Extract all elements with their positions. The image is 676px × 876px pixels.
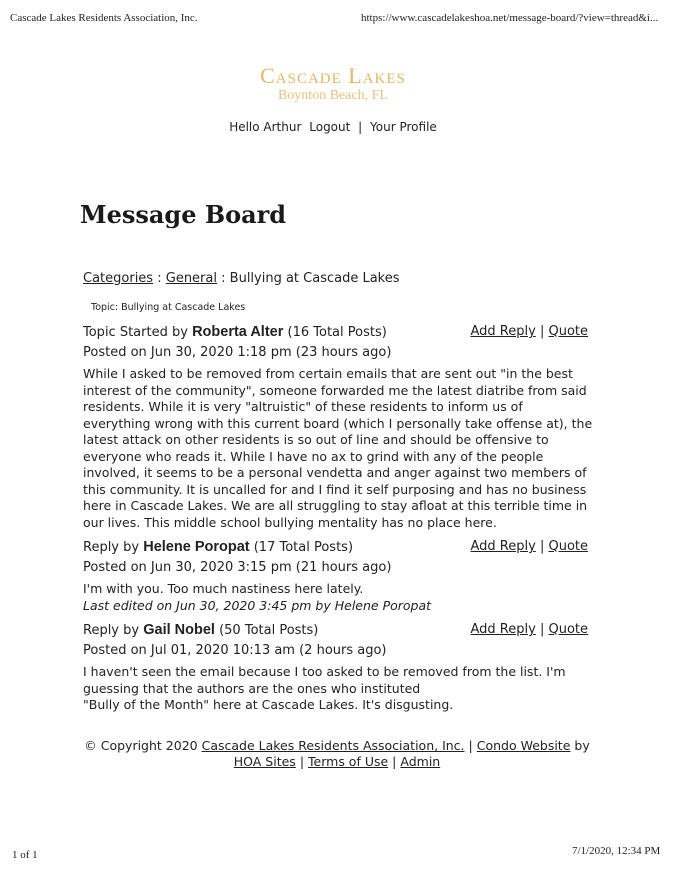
breadcrumb-general-link[interactable]: General bbox=[165, 271, 217, 286]
breadcrumb bbox=[83, 271, 400, 286]
post-date: Posted on Jul 01, 2020 10:13 am (2 hours ago) bbox=[83, 643, 387, 658]
site-footer bbox=[78, 738, 596, 770]
print-header-site: Cascade Lakes Residents Association, Inc. bbox=[10, 12, 198, 24]
post-date: Posted on Jun 30, 2020 1:18 pm (23 hours ago) bbox=[83, 345, 392, 360]
breadcrumb-separator: : bbox=[157, 271, 162, 286]
print-header-url: https://www.cascadelakeshoa.net/message-board/?view=thread&i... bbox=[361, 12, 659, 24]
post-body-text: I haven't seen the email because I too asked to be removed from the list. I'm guessing that the authors are the ones who instituted bbox=[83, 664, 566, 696]
post-body-text: "Bully of the Month" here at Cascade Lakes. It's disgusting. bbox=[83, 697, 454, 712]
post-total-posts: (17 Total Posts) bbox=[253, 540, 354, 555]
site-logo[interactable] bbox=[0, 64, 666, 104]
post-actions bbox=[470, 539, 588, 554]
add-reply-link[interactable]: Add Reply bbox=[470, 324, 536, 339]
actions-separator: | bbox=[539, 539, 545, 554]
topic-label: Topic: Bullying at Cascade Lakes bbox=[91, 302, 246, 313]
breadcrumb-categories-link[interactable]: Categories bbox=[83, 271, 154, 286]
print-timestamp: 7/1/2020, 12:34 PM bbox=[572, 845, 661, 857]
post-body bbox=[83, 664, 593, 714]
actions-separator: | bbox=[539, 622, 545, 637]
user-nav bbox=[0, 120, 666, 134]
print-page-count: 1 of 1 bbox=[12, 849, 38, 861]
footer-separator: | bbox=[392, 754, 397, 769]
footer-terms-link[interactable]: Terms of Use bbox=[308, 754, 389, 769]
post-prefix: Reply by bbox=[83, 540, 140, 555]
quote-link[interactable]: Quote bbox=[548, 622, 588, 637]
post-author: Gail Nobel bbox=[143, 622, 215, 638]
post-prefix: Topic Started by bbox=[83, 325, 188, 340]
post-body-text: I'm with you. Too much nastiness here lately. bbox=[83, 581, 364, 596]
quote-link[interactable]: Quote bbox=[548, 539, 588, 554]
post-edited-note: Last edited on Jun 30, 2020 3:45 pm by Helene Poropat bbox=[83, 597, 432, 613]
footer-separator: | bbox=[468, 738, 473, 753]
footer-by: by bbox=[574, 738, 590, 753]
post-header bbox=[83, 622, 318, 638]
post-total-posts: (16 Total Posts) bbox=[287, 325, 387, 340]
post-total-posts: (50 Total Posts) bbox=[219, 623, 319, 638]
post-prefix: Reply by bbox=[83, 623, 140, 638]
post-header bbox=[83, 539, 353, 555]
post-body: While I asked to be removed from certain emails that are sent out "in the best interest of the community", someone forwarded me the latest diatribe from said residents. While it is very "altruistic" of these residents to inform us of everything wrong with this current board (which I personally take offense at), the latest attack on other residents is so out of line and should be offensive to everyone who reads it. While I have no ax to grind with any of the people involved, it seems to be a personal vendetta and anger against two members of this community. It is uncalled for and I find it self purposing and has no business here in Cascade Lakes. We are all struggling to stay afloat at this terrible time in our lives. This middle school bullying mentality has no place here. bbox=[83, 366, 593, 530]
post-body bbox=[83, 581, 593, 614]
post-actions bbox=[470, 622, 588, 637]
greeting: Hello Arthur bbox=[229, 120, 302, 134]
actions-separator: | bbox=[539, 324, 545, 339]
page-title: Message Board bbox=[80, 200, 287, 229]
quote-link[interactable]: Quote bbox=[548, 324, 588, 339]
add-reply-link[interactable]: Add Reply bbox=[470, 622, 536, 637]
add-reply-link[interactable]: Add Reply bbox=[470, 539, 536, 554]
post-header bbox=[83, 324, 387, 340]
logo-title: Cascade Lakes bbox=[260, 63, 406, 88]
nav-separator: | bbox=[358, 120, 363, 134]
footer-hoa-link[interactable]: HOA Sites bbox=[233, 754, 296, 769]
copyright-text: © Copyright 2020 bbox=[84, 738, 198, 753]
post-date: Posted on Jun 30, 2020 3:15 pm (21 hours ago) bbox=[83, 560, 392, 575]
footer-admin-link[interactable]: Admin bbox=[400, 754, 441, 769]
post-author: Roberta Alter bbox=[192, 324, 284, 340]
post-author: Helene Poropat bbox=[143, 539, 250, 555]
profile-link[interactable]: Your Profile bbox=[370, 120, 437, 134]
logo-subtitle: Boynton Beach, FL bbox=[277, 88, 389, 103]
footer-condo-link[interactable]: Condo Website bbox=[476, 738, 571, 753]
breadcrumb-current: Bullying at Cascade Lakes bbox=[229, 271, 400, 286]
footer-separator: | bbox=[299, 754, 305, 769]
breadcrumb-separator: : bbox=[221, 271, 226, 286]
logout-link[interactable]: Logout bbox=[309, 120, 351, 134]
post-actions bbox=[470, 324, 588, 339]
footer-org-link[interactable]: Cascade Lakes Residents Association, Inc. bbox=[201, 738, 465, 753]
